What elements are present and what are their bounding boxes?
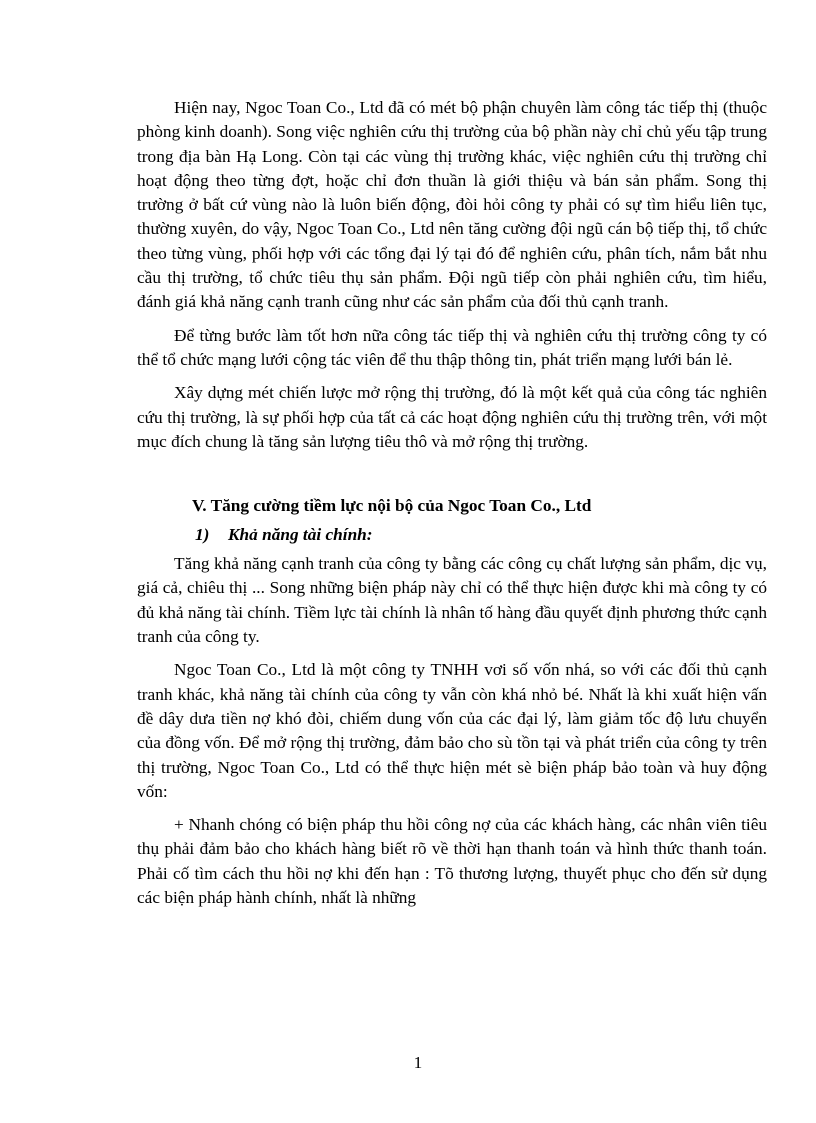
paragraph-collaborator-network: Để từng bước làm tốt hơn nữa công tác tiếp thị và nghiên cứu thị trường công ty có thể tổ chức mạng lưới cộng tác viên để thu thập thông tin, phát triển mạng lưới bán lẻ. xyxy=(137,325,767,369)
paragraph-debt-recovery: + Nhanh chóng có biện pháp thu hồi công nợ của các khách hàng, các nhân viên tiêu thụ phải đảm bảo cho khách hàng biết rõ về thời hạn thanh toán và hình thức thanh toán. Phải cố tìm cách thu hồi nợ khi đến hạn : Tõ thương lượng, thuyết phục cho đến sử dụng các biện pháp hành chính, nhất là những xyxy=(137,815,767,908)
paragraph-market-strategy: Xây dựng mét chiến lược mở rộng thị trường, đó là một kết quả của công tác nghiên cứu thị trường, là sự phối hợp của tất cả các hoạt động nghiên cứu thị trường trên, với một mục đích chung là tăng sản lượng tiêu thô và mở rộng thị trường. xyxy=(137,383,767,451)
paragraph-marketing-department: Hiện nay, Ngoc Toan Co., Ltd đã có mét bộ phận chuyên làm công tác tiếp thị (thuộc phòng kinh doanh). Song việc nghiên cứu thị trường của bộ phần này chỉ chủ yếu tập trung trong địa bàn Hạ Long. Còn tại các vùng thị trường khác, việc nghiên cứu thị trường chỉ hoạt động theo từng đợt, hoặc chỉ đơn thuần là giới thiệu và bán sản phẩm. Song thị trường ở bất cứ vùng nào là luôn biến động, đòi hỏi công ty phải có sự tìm hiểu liên tục, thường xuyên, do vậy, Ngoc Toan Co., Ltd nên tăng cường đội ngũ cán bộ tiếp thị, tổ chức theo từng vùng, phối hợp với các tổng đại lý tại đó để nghiên cứu, phân tích, nắm bắt nhu cầu thị trường, tổ chức tiêu thụ sản phẩm. Đội ngũ tiếp còn phải nghiên cứu, tìm hiểu, đánh giá khả năng cạnh tranh cũng như các sản phẩm của đối thủ cạnh tranh. xyxy=(137,98,767,312)
section-heading-text: V. Tăng cường tiềm lực nội bộ của Ngoc Toan Co., Ltd xyxy=(192,496,592,516)
section-heading xyxy=(137,494,767,518)
subheading-text: Khả năng tài chính: xyxy=(228,525,373,545)
document-body xyxy=(137,96,767,910)
paragraph-company-capital: Ngoc Toan Co., Ltd là một công ty TNHH vơi số vốn nhá, so với các đối thủ cạnh tranh khác, khả năng tài chính của công ty vẫn còn khá nhỏ bé. Nhất là khi xuất hiện vấn đề dây dưa tiền nợ khó đòi, chiếm dung vốn của các đại lý, làm giảm tốc độ lưu chuyển của đồng vốn. Để mở rộng thị trường, đảm bảo cho sù tồn tại và phát triển của công ty trên thị trường, Ngoc Toan Co., Ltd có thể thực hiện mét sè biện pháp bảo toàn và huy động vốn: xyxy=(137,660,767,801)
paragraph-financial-capacity: Tăng khả năng cạnh tranh của công ty bằng các công cụ chất lượng sản phẩm, dịc vụ, giá cả, chiêu thị ... Song những biện pháp này chỉ có thể thực hiện được khi mà công ty có đủ khả năng tài chính. Tiềm lực tài chính là nhân tố hàng đầu quyết định phương thức cạnh tranh của công ty. xyxy=(137,554,767,647)
subheading-number: 1) xyxy=(195,525,210,545)
page-number: 1 xyxy=(413,1053,423,1072)
subheading xyxy=(195,523,767,547)
